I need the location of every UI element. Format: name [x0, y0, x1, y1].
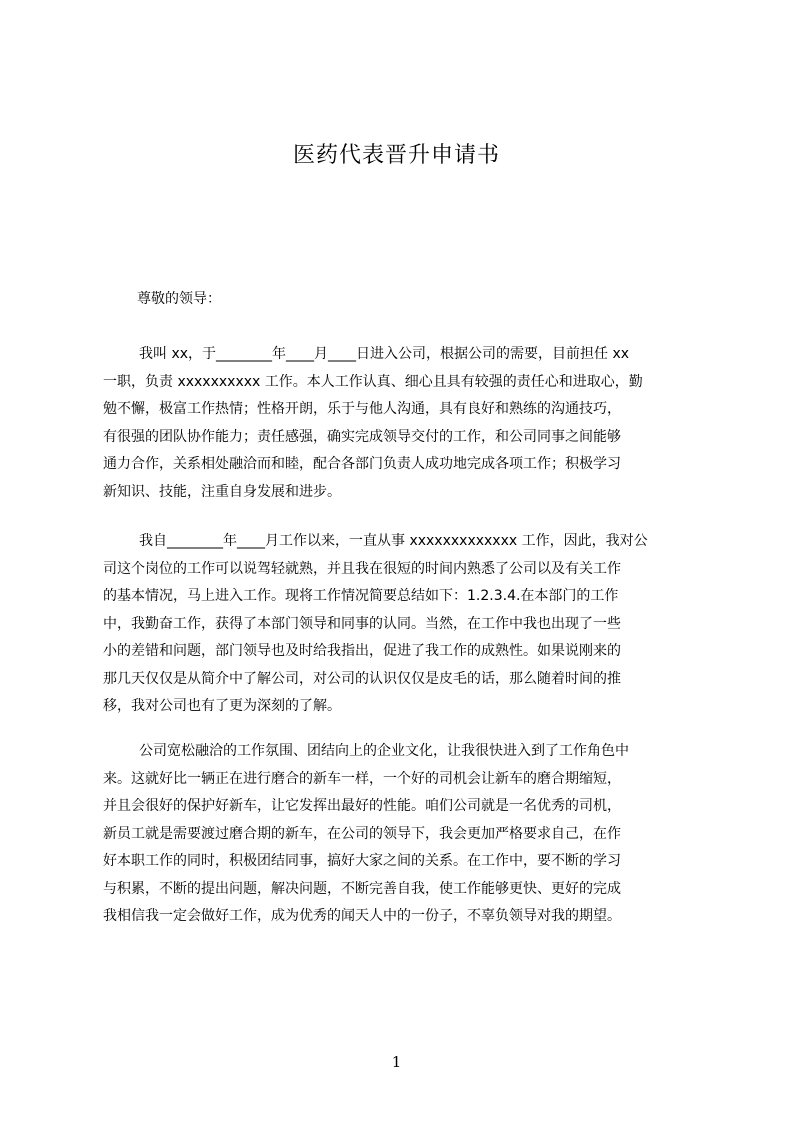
paragraph-line: 小的差错和问题，部门领导也及时给我指出，促进了我工作的成熟性。如果说刚来的 [103, 643, 621, 659]
paragraph-line: 新员工就是需要渡过磨合期的新车，在公司的领导下，我会更加严格要求自己，在作 [103, 825, 621, 842]
paragraph-line: 中，我勤奋工作，获得了本部门领导和同事的认同。当然，在工作中我也出现了一些 [103, 615, 621, 632]
document-title: 医药代表晋升申请书 [292, 143, 500, 168]
paragraph-line: 与积累，不断的提出问题，解决问题，不断完善自我，使工作能够更快、更好的完成 [103, 880, 621, 897]
paragraph-3 [103, 738, 698, 931]
paragraph-line: 那几天仅仅是从简介中了解公司，对公司的认识仅仅是皮毛的话，那么随着时间的推 [103, 670, 621, 687]
paragraph-line: 移，我对公司也有了更为深刻的了解。 [103, 698, 341, 714]
paragraph-line: 公司宽松融洽的工作氛围、团结向上的企业文化，让我很快进入到了工作角色中 [139, 743, 629, 759]
paragraph-line: 我相信我一定会做好工作，成为优秀的闻天人中的一份子，不辜负领导对我的期望。 [103, 908, 621, 924]
paragraph-line: 的基本情况，马上进入工作。现将工作情况简要总结如下：1.2.3.4.在本部门的工作 [103, 588, 619, 604]
paragraph-line: 并且会很好的保护好新车，让它发挥出最好的性能。咱们公司就是一名优秀的司机， [103, 798, 621, 814]
paragraph-line: 通力合作，关系相处融洽而和睦，配合各部门负责人成功地完成各项工作；积极学习 [103, 456, 621, 472]
page-number: 1 [391, 1053, 402, 1071]
paragraph-line: 我叫 xx，于________年____月____日进入公司，根据公司的需要，目前担任 xx [139, 346, 630, 362]
paragraph-line: 一职，负责 xxxxxxxxxx 工作。本人工作认真、细心且具有较强的责任心和进取心，勤 [103, 373, 643, 390]
paragraph-line: 来。这就好比一辆正在进行磨合的新车一样，一个好的司机会让新车的磨合期缩短， [103, 770, 621, 787]
paragraph-line: 司这个岗位的工作可以说驾轻就熟，并且我在很短的时间内熟悉了公司以及有关工作 [103, 560, 621, 577]
salutation: 尊敬的领导： [137, 291, 221, 307]
paragraph-line: 我自________年____月工作以来，一直从事 xxxxxxxxxxxxx 工作，因此，我对公 [139, 533, 648, 549]
paragraph-2 [103, 528, 698, 721]
paragraph-1 [103, 341, 698, 506]
paragraph-line: 有很强的团队协作能力；责任感强，确实完成领导交付的工作，和公司同事之间能够 [103, 428, 621, 445]
paragraph-line: 新知识、技能，注重自身发展和进步。 [103, 483, 341, 500]
paragraph-line: 勉不懈，极富工作热情；性格开朗，乐于与他人沟通，具有良好和熟练的沟通技巧， [103, 401, 621, 417]
paragraph-line: 好本职工作的同时，积极团结同事，搞好大家之间的关系。在工作中，要不断的学习 [103, 853, 621, 869]
